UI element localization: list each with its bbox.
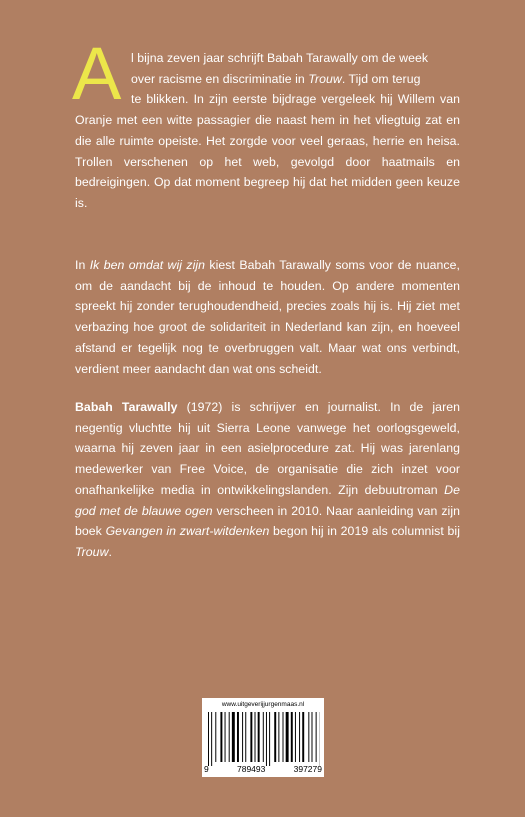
bio-debut-title: De god met de blauwe ogen: [75, 482, 460, 518]
blurb-paragraph-1: [75, 48, 460, 214]
drop-cap: A: [72, 32, 122, 115]
bio-e: begon hij in 2019 als columnist bij: [269, 524, 460, 539]
author-bio: [75, 397, 460, 563]
publisher-url: www.uitgeverijjurgenmaas.nl: [221, 701, 305, 708]
barcode-bar: [258, 712, 260, 762]
blurb-paragraph-2: [75, 255, 460, 379]
barcode-bar: [291, 712, 293, 762]
bio-a: (1972) is schrijver en journalist. In de jaren negentig vluchtte hij uit Sierra Leone vanwege het oorlogsgeweld, waarna hij zeven jaar in een asielprocedure zat. Hij was jarenlang medewerker van Free Voice, de organisatie die zich inzet voor onafhankelijke media in ontwikkelingslanden. Zijn debuutroman: [75, 400, 460, 497]
barcode-bar: [278, 712, 279, 762]
barcode-bar: [283, 712, 284, 762]
barcode-bar: [312, 712, 313, 762]
barcode-bar: [208, 712, 209, 766]
para1-line3: te blikken. In zijn eerste bijdrage vergeleek hij Willem: [131, 92, 435, 107]
barcode-bar: [245, 712, 246, 762]
barcode-bar: [269, 712, 270, 766]
barcode-bar: [274, 712, 276, 762]
barcode-bar: [316, 712, 317, 762]
isbn-digits: [204, 764, 322, 774]
para2-c: kiest Babah Tarawally soms voor de nuance, om de aandacht bij de inhoud te houden. Op andere momenten spreekt hij zonder terughoudendheid, precies zoals hij is. Hij ziet met verbazing hoe groot de solidariteit in Nederland kan zijn, en hoeveel afstand er tegelijk nog te overbruggen valt. Maar wat ons verbindt, verdient meer aandacht dan wat ons scheidt.: [75, 258, 460, 376]
barcode-bar: [266, 712, 267, 766]
para1-line1: l bijna zeven jaar schrijft Babah Tarawally om de week: [131, 51, 429, 65]
para1-trouw: Trouw: [308, 71, 342, 86]
barcode-bar: [220, 712, 222, 762]
barcode-bar: [286, 712, 289, 762]
barcode-bar: [308, 712, 309, 762]
isbn-barcode: [206, 712, 320, 766]
barcode-bar: [232, 712, 235, 762]
barcode-label: [202, 698, 324, 777]
isbn-digits-left: 789493: [236, 764, 266, 774]
barcode-bar: [250, 712, 252, 762]
barcode-bar: [255, 712, 256, 762]
para2-title: Ik ben omdat wij zijn: [89, 258, 206, 272]
barcode-bar: [215, 712, 216, 762]
barcode-bar: [225, 712, 226, 762]
bio-trouw: Trouw: [75, 544, 109, 559]
barcode-bar: [211, 712, 212, 766]
barcode-bar: [242, 712, 243, 762]
author-name: Babah Tarawally: [75, 400, 178, 414]
isbn-digits-right: 397279: [293, 764, 322, 774]
bio-g: .: [108, 544, 112, 559]
barcode-bar: [302, 712, 304, 762]
barcode-bar: [237, 712, 239, 762]
barcode-bar: [229, 712, 230, 762]
barcode-bar: [295, 712, 296, 762]
para2-a: In: [75, 258, 90, 272]
para1-rest: van Oranje met een witte passagier die naast hem in het vliegtuig zat en die alle ruimte opeiste. Het zorgde voor veel geraas, herrie en heisa. Trollen verschenen op het web, gevolgd door haatmails en bedreigingen. Op dat moment begreep hij dat het midden geen keuze is.: [75, 92, 460, 210]
para1-line2c: . Tijd om terug: [341, 71, 421, 86]
bio-c: verscheen in 2010. Naar aanleiding van zijn boek: [75, 503, 460, 539]
bio-book-title: Gevangen in zwart-witdenken: [105, 524, 270, 539]
isbn-digit-first: 9: [204, 764, 209, 774]
barcode-bar: [263, 712, 264, 762]
barcode-bar: [299, 712, 300, 762]
para1-line2a: over racisme en discriminatie in: [131, 71, 309, 86]
